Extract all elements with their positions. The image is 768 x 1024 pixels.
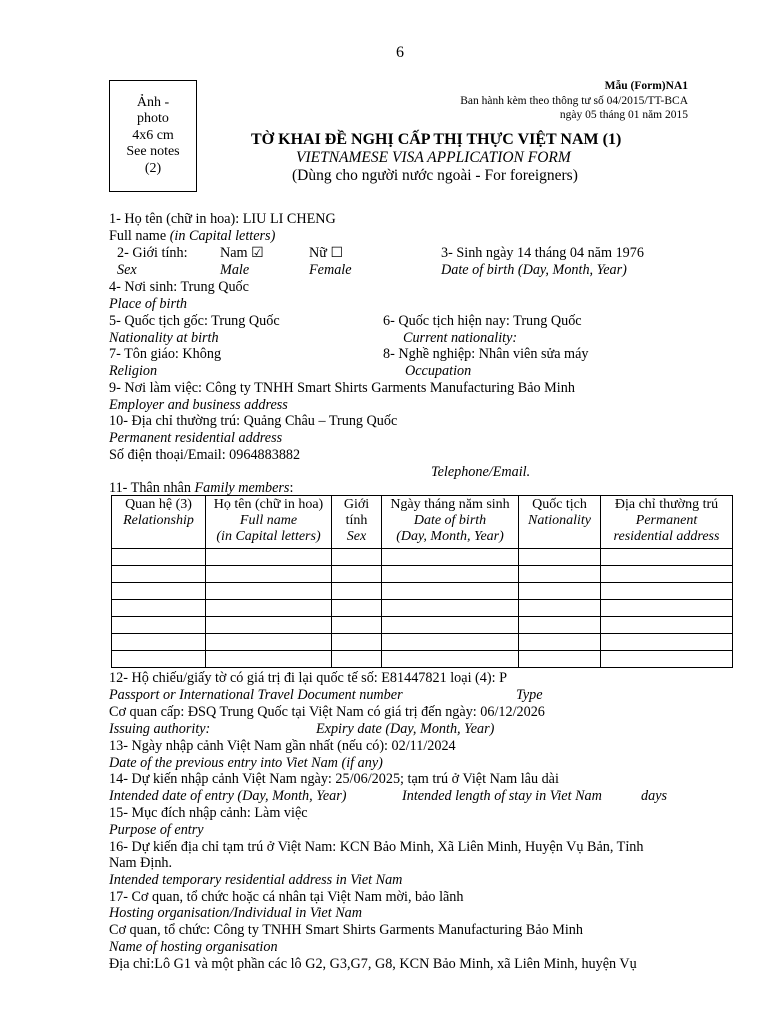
column-header <box>601 496 733 549</box>
column-header-en2: (Day, Month, Year) <box>396 529 504 545</box>
photo-line: photo <box>137 111 169 127</box>
table-cell[interactable] <box>112 566 206 583</box>
field-17-hosting: 17- Cơ quan, tổ chức hoặc cá nhân tại Việt Nam mời, bảo lãnh <box>109 889 464 905</box>
table-cell[interactable] <box>601 651 733 668</box>
table-cell[interactable] <box>332 549 382 566</box>
table-cell[interactable] <box>112 583 206 600</box>
column-header <box>112 496 206 549</box>
field-12-passport: 12- Hộ chiếu/giấy tờ có giá trị đi lại quốc tế số: E81447821 loại (4): P <box>109 670 507 686</box>
field-16-temporary-address-cont: Nam Định. <box>109 855 173 871</box>
table-cell[interactable] <box>601 583 733 600</box>
field-4-place-of-birth: 4- Nơi sinh: Trung Quốc <box>109 279 249 295</box>
column-header-en: Date of birth <box>413 513 487 529</box>
field-5-nationality-at-birth: 5- Quốc tịch gốc: Trung Quốc <box>109 313 280 329</box>
table-cell[interactable] <box>519 566 601 583</box>
column-header-vi: Họ tên (chữ in hoa) <box>213 497 324 512</box>
table-cell[interactable] <box>382 634 519 651</box>
column-header-en: Nationality <box>528 513 591 529</box>
field-12-label-en: Passport or International Travel Document number <box>109 687 403 703</box>
form-subtitle: (Dùng cho người nước ngoài - For foreigners) <box>292 167 578 184</box>
field-2-male-en: Male <box>220 262 250 278</box>
field-expiry-label-en: Expiry date (Day, Month, Year) <box>316 721 495 737</box>
field-2-male-checked: Nam ☑ <box>220 245 264 261</box>
form-code-title: Mẫu (Form)NA1 <box>604 80 688 92</box>
table-row <box>112 634 733 651</box>
field-6-current-nationality: 6- Quốc tịch hiện nay: Trung Quốc <box>383 313 582 329</box>
column-header-vi: Quan hệ (3) <box>125 497 192 512</box>
field-11-label-en: Family members <box>194 480 290 496</box>
table-cell[interactable] <box>332 566 382 583</box>
form-title-vi: TỜ KHAI ĐỀ NGHỊ CẤP THỊ THỰC VIỆT NAM (1) <box>251 131 622 148</box>
field-2-female-en: Female <box>309 262 352 278</box>
table-cell[interactable] <box>112 634 206 651</box>
column-header-en: Full name <box>239 513 298 529</box>
page-number: 6 <box>396 44 404 61</box>
table-cell[interactable] <box>206 651 332 668</box>
form-code-issued: Ban hành kèm theo thông tư số 04/2015/TT-BCA <box>460 95 688 107</box>
column-header-en: Relationship <box>123 513 194 529</box>
table-row <box>112 600 733 617</box>
field-5-label-en: Nationality at birth <box>109 330 219 346</box>
field-13-previous-entry: 13- Ngày nhập cảnh Việt Nam gần nhất (nếu có): 02/11/2024 <box>109 738 456 754</box>
field-8-label-en: Occupation <box>405 363 472 379</box>
table-cell[interactable] <box>332 617 382 634</box>
column-header <box>519 496 601 549</box>
table-cell[interactable] <box>519 617 601 634</box>
table-cell[interactable] <box>206 549 332 566</box>
photo-line: (2) <box>144 160 162 176</box>
column-header-en2: (in Capital letters) <box>216 529 321 545</box>
field-phone-email: Số điện thoại/Email: 0964883882 <box>109 447 301 463</box>
field-14-stay-label-en: Intended length of stay in Viet Nam <box>402 788 602 804</box>
table-row <box>112 566 733 583</box>
field-phone-label-en: Telephone/Email. <box>431 464 531 480</box>
field-4-label-en: Place of birth <box>109 296 188 312</box>
column-header-vi: Ngày tháng năm sinh <box>390 497 510 512</box>
column-header <box>332 496 382 549</box>
family-members-table <box>111 495 733 668</box>
table-cell[interactable] <box>601 617 733 634</box>
field-3-date-of-birth: 3- Sinh ngày 14 tháng 04 năm 1976 <box>441 245 644 261</box>
field-16-label-en: Intended temporary residential address in Viet Nam <box>109 872 403 888</box>
table-cell[interactable] <box>206 617 332 634</box>
field-7-religion: 7- Tôn giáo: Không <box>109 346 222 362</box>
table-cell[interactable] <box>206 634 332 651</box>
field-hosting-org-label-en: Name of hosting organisation <box>109 939 278 955</box>
field-8-occupation: 8- Nghề nghiệp: Nhân viên sửa máy <box>383 346 589 362</box>
field-issuing-authority: Cơ quan cấp: ĐSQ Trung Quốc tại Việt Nam có giá trị đến ngày: 06/12/2026 <box>109 704 545 720</box>
form-code-date: ngày 05 tháng 01 năm 2015 <box>559 109 688 121</box>
table-cell[interactable] <box>601 600 733 617</box>
table-cell[interactable] <box>332 583 382 600</box>
column-header <box>206 496 332 549</box>
field-15-label-en: Purpose of entry <box>109 822 204 838</box>
column-header-vi: Giới <box>343 497 370 512</box>
field-9-employer: 9- Nơi làm việc: Công ty TNHH Smart Shirts Garments Manufacturing Bảo Minh <box>109 380 575 396</box>
table-cell[interactable] <box>206 583 332 600</box>
table-cell[interactable] <box>382 600 519 617</box>
column-header-vi2: tính <box>345 513 368 529</box>
table-cell[interactable] <box>382 549 519 566</box>
table-cell[interactable] <box>112 600 206 617</box>
table-cell[interactable] <box>332 634 382 651</box>
field-12-type-en: Type <box>516 687 543 703</box>
field-11-family-members <box>109 480 293 496</box>
table-row <box>112 617 733 634</box>
table-header-row <box>112 496 733 549</box>
field-15-purpose: 15- Mục đích nhập cảnh: Làm việc <box>109 805 308 821</box>
table-cell[interactable] <box>382 651 519 668</box>
field-hosting-org: Cơ quan, tổ chức: Công ty TNHH Smart Shirts Garments Manufacturing Bảo Minh <box>109 922 583 938</box>
field-2-sex-en: Sex <box>117 262 137 278</box>
field-hosting-address: Địa chỉ:Lô G1 và một phần các lô G2, G3,G7, G8, KCN Bảo Minh, xã Liên Minh, huyện Vụ <box>109 956 637 972</box>
field-14-intended-entry: 14- Dự kiến nhập cảnh Việt Nam ngày: 25/06/2025; tạm trú ở Việt Nam lâu dài <box>109 771 559 787</box>
table-row <box>112 583 733 600</box>
table-cell[interactable] <box>382 583 519 600</box>
field-16-temporary-address: 16- Dự kiến địa chỉ tạm trú ở Việt Nam: KCN Bảo Minh, Xã Liên Minh, Huyện Vụ Bản, Tỉnh <box>109 839 644 855</box>
field-1-label-en-italic: (in Capital letters) <box>169 228 276 244</box>
table-cell[interactable] <box>206 566 332 583</box>
field-6-label-en: Current nationality: <box>403 330 518 346</box>
table-cell[interactable] <box>112 651 206 668</box>
table-row <box>112 549 733 566</box>
table-cell[interactable] <box>332 651 382 668</box>
column-header-vi: Quốc tịch <box>532 497 587 512</box>
field-1-label-en <box>109 228 275 244</box>
column-header-en: Permanent <box>635 513 698 529</box>
form-title-en: VIETNAMESE VISA APPLICATION FORM <box>296 149 571 166</box>
table-cell[interactable] <box>519 600 601 617</box>
table-cell[interactable] <box>382 617 519 634</box>
photo-placeholder-box <box>109 80 197 192</box>
table-cell[interactable] <box>112 549 206 566</box>
field-9-label-en: Employer and business address <box>109 397 288 413</box>
field-2-sex-label: 2- Giới tính: <box>117 245 188 261</box>
table-cell[interactable] <box>601 566 733 583</box>
table-cell[interactable] <box>519 549 601 566</box>
table-cell[interactable] <box>332 600 382 617</box>
column-header-en2: residential address <box>613 529 720 545</box>
photo-line: See notes <box>126 144 180 160</box>
field-7-label-en: Religion <box>109 363 158 379</box>
photo-line: Ảnh - <box>136 94 170 110</box>
field-1-label-en-prefix: Full name <box>109 228 170 244</box>
table-cell[interactable] <box>519 634 601 651</box>
photo-line: 4x6 cm <box>132 127 174 143</box>
column-header-en2: Sex <box>346 529 367 545</box>
field-14-days-label-en: days <box>641 788 668 804</box>
field-11-label-vi: 11- Thân nhân <box>109 480 195 496</box>
field-11-colon: : <box>289 480 294 496</box>
table-cell[interactable] <box>382 566 519 583</box>
field-10-permanent-address: 10- Địa chỉ thường trú: Quảng Châu – Trung Quốc <box>109 413 398 429</box>
field-14-date-label-en: Intended date of entry (Day, Month, Year) <box>109 788 347 804</box>
table-cell[interactable] <box>601 549 733 566</box>
field-13-label-en: Date of the previous entry into Viet Nam (if any) <box>109 755 383 771</box>
field-1-full-name: 1- Họ tên (chữ in hoa): LIU LI CHENG <box>109 211 336 227</box>
table-row <box>112 651 733 668</box>
table-cell[interactable] <box>112 617 206 634</box>
table-cell[interactable] <box>601 634 733 651</box>
field-issuer-label-en: Issuing authority: <box>109 721 211 737</box>
field-2-female-unchecked: Nữ ☐ <box>309 245 344 261</box>
table-cell[interactable] <box>519 583 601 600</box>
field-3-label-en: Date of birth (Day, Month, Year) <box>441 262 627 278</box>
field-17-label-en: Hosting organisation/Individual in Viet Nam <box>109 905 363 921</box>
table-cell[interactable] <box>206 600 332 617</box>
column-header <box>382 496 519 549</box>
column-header-vi: Địa chỉ thường trú <box>614 497 719 512</box>
field-10-label-en: Permanent residential address <box>109 430 283 446</box>
table-cell[interactable] <box>519 651 601 668</box>
